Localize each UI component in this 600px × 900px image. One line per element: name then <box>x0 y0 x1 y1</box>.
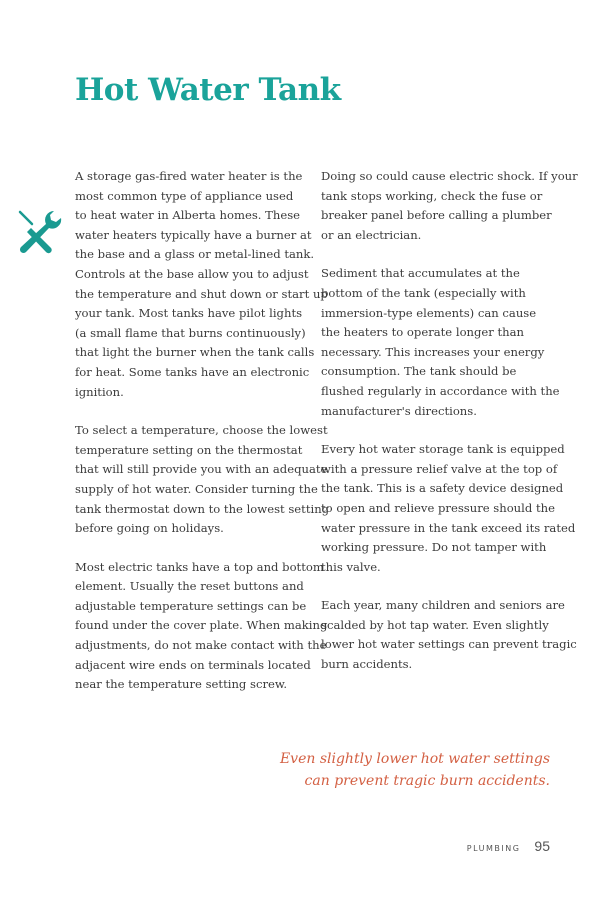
text-line: the base and a glass or metal-lined tank. <box>75 247 315 262</box>
right-column <box>321 167 578 694</box>
paragraph <box>75 558 328 695</box>
text-line: this valve. <box>321 559 381 574</box>
text-line: Most electric tanks have a top and bottom <box>75 559 324 574</box>
page-title: Hot Water Tank <box>75 72 341 108</box>
text-line: the temperature and shut down or start up <box>75 286 328 301</box>
text-line: with a pressure relief valve at the top of <box>321 461 558 476</box>
text-line: near the temperature setting screw. <box>75 677 288 692</box>
page-number: 95 <box>534 838 550 854</box>
text-line: To select a temperature, choose the lowest <box>75 423 328 438</box>
text-line: to open and relieve pressure should the <box>321 500 555 515</box>
pull-quote-line: can prevent tragic burn accidents. <box>304 773 550 789</box>
left-column <box>75 167 330 714</box>
text-line: bottom of the tank (especially with <box>321 285 526 300</box>
text-line: ignition. <box>75 384 124 399</box>
pull-quote-line: Even slightly lower hot water settings <box>279 751 550 767</box>
paragraph <box>321 264 561 421</box>
paragraph <box>321 167 578 245</box>
text-line: most common type of appliance used <box>75 188 294 203</box>
text-line: Sediment that accumulates at the <box>321 266 520 281</box>
text-line: adjacent wire ends on terminals located <box>75 657 311 672</box>
text-line: the tank. This is a safety device designed <box>321 481 564 496</box>
text-line: scalded by hot tap water. Even slightly <box>321 617 549 632</box>
paragraph <box>75 167 328 402</box>
text-line: or an electrician. <box>321 227 422 242</box>
text-line: burn accidents. <box>321 657 413 672</box>
text-line: lower hot water settings can prevent tragic <box>321 637 577 652</box>
tools-icon <box>16 208 62 254</box>
page-footer <box>467 838 550 854</box>
text-line: the heaters to operate longer than <box>321 325 525 340</box>
text-line: adjustable temperature settings can be <box>75 598 307 613</box>
paragraph <box>321 596 577 674</box>
pull-quote <box>280 748 550 792</box>
text-line: A storage gas-fired water heater is the <box>75 169 303 183</box>
text-line: supply of hot water. Consider turning the <box>75 481 318 496</box>
text-line: immersion-type elements) can cause <box>321 305 537 320</box>
paragraph <box>75 421 330 539</box>
text-line: manufacturer's directions. <box>321 403 477 418</box>
text-line: consumption. The tank should be <box>321 364 517 379</box>
text-line: found under the cover plate. When making <box>75 618 328 633</box>
text-line: for heat. Some tanks have an electronic <box>75 364 310 379</box>
text-line: Every hot water storage tank is equipped <box>321 442 565 457</box>
text-line: Controls at the base allow you to adjust <box>75 266 309 281</box>
text-line: that light the burner when the tank calls <box>75 345 315 360</box>
text-line: flushed regularly in accordance with the <box>321 383 560 398</box>
text-line: before going on holidays. <box>75 521 224 536</box>
text-line: (a small flame that burns continuously) <box>75 325 306 340</box>
text-line: to heat water in Alberta homes. These <box>75 208 301 223</box>
text-line: working pressure. Do not tamper with <box>321 540 547 555</box>
text-line: temperature setting on the thermostat <box>75 442 303 457</box>
text-line: that will still provide you with an adequate <box>75 462 328 477</box>
text-line: tank stops working, check the fuse or <box>321 188 543 203</box>
text-line: your tank. Most tanks have pilot lights <box>75 306 303 321</box>
text-line: element. Usually the reset buttons and <box>75 579 304 594</box>
paragraph <box>321 440 576 577</box>
text-line: necessary. This increases your energy <box>321 344 545 359</box>
text-line: Each year, many children and seniors are <box>321 598 565 613</box>
section-label: PLUMBING <box>466 844 521 853</box>
text-line: water heaters typically have a burner at <box>75 227 312 242</box>
text-line: tank thermostat down to the lowest setting <box>75 501 330 516</box>
text-line: Doing so could cause electric shock. If your <box>321 169 578 183</box>
text-line: breaker panel before calling a plumber <box>321 208 552 223</box>
text-line: adjustments, do not make contact with the <box>75 638 327 653</box>
text-line: water pressure in the tank exceed its rated <box>321 520 576 535</box>
